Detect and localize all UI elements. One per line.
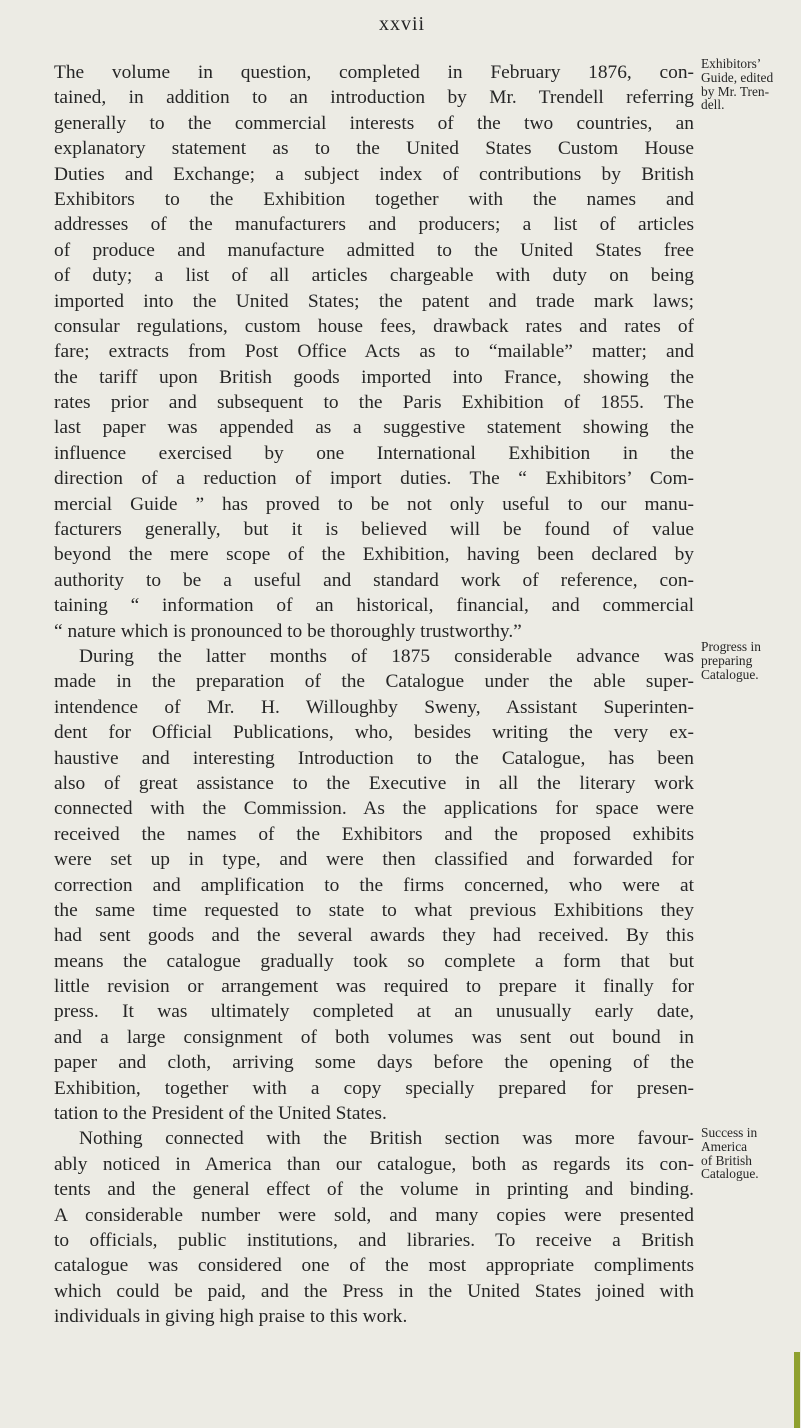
margin-note-line: Catalogue. [701,1166,759,1182]
text-line: mercial Guide ” has proved to be not only useful to our manu- [54,493,694,515]
text-line: paper and cloth, arriving some days before the opening of the [54,1052,694,1074]
margin-note-line: America [701,1138,748,1154]
text-line: the same time requested to state to what previous Exhibitions they [54,899,694,921]
margin-note-line: Progress in [701,639,761,654]
text-line: During the latter months of 1875 considerable advance was [79,645,694,667]
text-line: of produce and manufacture admitted to the United States free [54,239,694,261]
page-edge-strip [794,1352,800,1428]
text-line: generally to the commercial interests of the two countries, an [54,112,694,134]
text-line: rates prior and subsequent to the Paris Exhibition of 1855. The [54,392,694,414]
text-line: addresses of the manufacturers and producers; a list of articles [54,214,694,236]
margin-note-line: Catalogue. [701,666,759,682]
margin-note-line: of British [701,1152,752,1168]
text-line: beyond the mere scope of the Exhibition, having been declared by [54,544,694,566]
text-line: tation to the President of the United States. [54,1103,387,1125]
text-line: ably noticed in America than our catalogue, both as regards its con- [54,1153,694,1175]
paragraph [54,1126,694,1329]
text-line: catalogue was considered one of the most appropriate compliments [54,1255,694,1277]
text-line: little revision or arrangement was required to prepare it finally for [54,976,694,998]
page-number: xxvii [378,13,426,35]
text-line: tained, in addition to an introduction by Mr. Trendell referring [54,87,694,109]
paragraph [54,60,694,644]
paragraph [54,644,694,1126]
text-line: Nothing connected with the British section was more favour- [79,1128,694,1150]
text-line: which could be paid, and the Press in the United States joined with [54,1280,694,1302]
text-line: direction of a reduction of import duties. The “ Exhibitors’ Com- [54,468,694,490]
text-line: correction and amplification to the firms concerned, who were at [54,874,694,896]
text-line: consular regulations, custom house fees, drawback rates and rates of [54,315,694,337]
text-line: had sent goods and the several awards they had received. By this [54,925,694,947]
text-line: facturers generally, but it is believed will be found of value [54,519,694,541]
text-line: Exhibition, together with a copy specially prepared for presen- [54,1077,694,1099]
text-line: Duties and Exchange; a subject index of contributions by British [54,163,694,185]
margin-note-line: Guide, edited [701,69,774,85]
text-line: connected with the Commission. As the applications for space were [54,798,694,820]
margin-note-line: Exhibitors’ [701,56,762,71]
text-line: Exhibitors to the Exhibition together with the names and [54,188,694,210]
margin-note-line: by Mr. Tren- [701,83,770,99]
main-text [54,60,694,1330]
text-line: taining “ information of an historical, financial, and commercial [54,595,694,617]
margin-note-line: preparing [701,652,753,668]
text-line: received the names of the Exhibitors and the proposed exhibits [54,823,694,845]
text-line: and a large consignment of both volumes was sent out bound in [54,1026,694,1048]
text-line: dent for Official Publications, who, besides writing the very ex- [54,722,694,744]
text-line: intendence of Mr. H. Willoughby Sweny, Assistant Superinten- [54,696,694,718]
text-line: also of great assistance to the Executive in all the literary work [54,772,694,794]
text-line: tents and the general effect of the volume in printing and binding. [54,1179,694,1201]
text-line: were set up in type, and were then classified and forwarded for [54,849,694,871]
text-line: fare; extracts from Post Office Acts as to “mailable” matter; and [54,341,694,363]
text-line: means the catalogue gradually took so complete a form that but [54,950,694,972]
text-line: The volume in question, completed in February 1876, con- [54,62,694,83]
text-line: imported into the United States; the patent and trade mark laws; [54,290,694,312]
text-line: A considerable number were sold, and many copies were presented [54,1204,694,1226]
margin-note-line: Success in [701,1125,758,1140]
text-line: press. It was ultimately completed at an unusually early date, [54,1001,694,1023]
margin-note-line: dell. [701,97,725,113]
margin-note-exhibitors-guide [701,57,797,112]
margin-note-success-america [701,1126,797,1181]
text-line: influence exercised by one International Exhibition in the [54,442,694,464]
text-line: made in the preparation of the Catalogue under the able super- [54,671,694,693]
text-line: individuals in giving high praise to this work. [54,1306,408,1328]
text-line: the tariff upon British goods imported into France, showing the [54,366,694,388]
text-line: “ nature which is pronounced to be thoroughly trustworthy.” [54,620,522,642]
text-line: of duty; a list of all articles chargeable with duty on being [54,265,694,287]
margin-note-progress-catalogue [701,640,797,681]
text-line: last paper was appended as a suggestive statement showing the [54,417,694,439]
text-line: explanatory statement as to the United States Custom House [54,138,694,160]
text-line: authority to be a useful and standard work of reference, con- [54,569,694,591]
text-line: to officials, public institutions, and libraries. To receive a British [54,1229,694,1251]
text-line: haustive and interesting Introduction to the Catalogue, has been [54,747,694,769]
